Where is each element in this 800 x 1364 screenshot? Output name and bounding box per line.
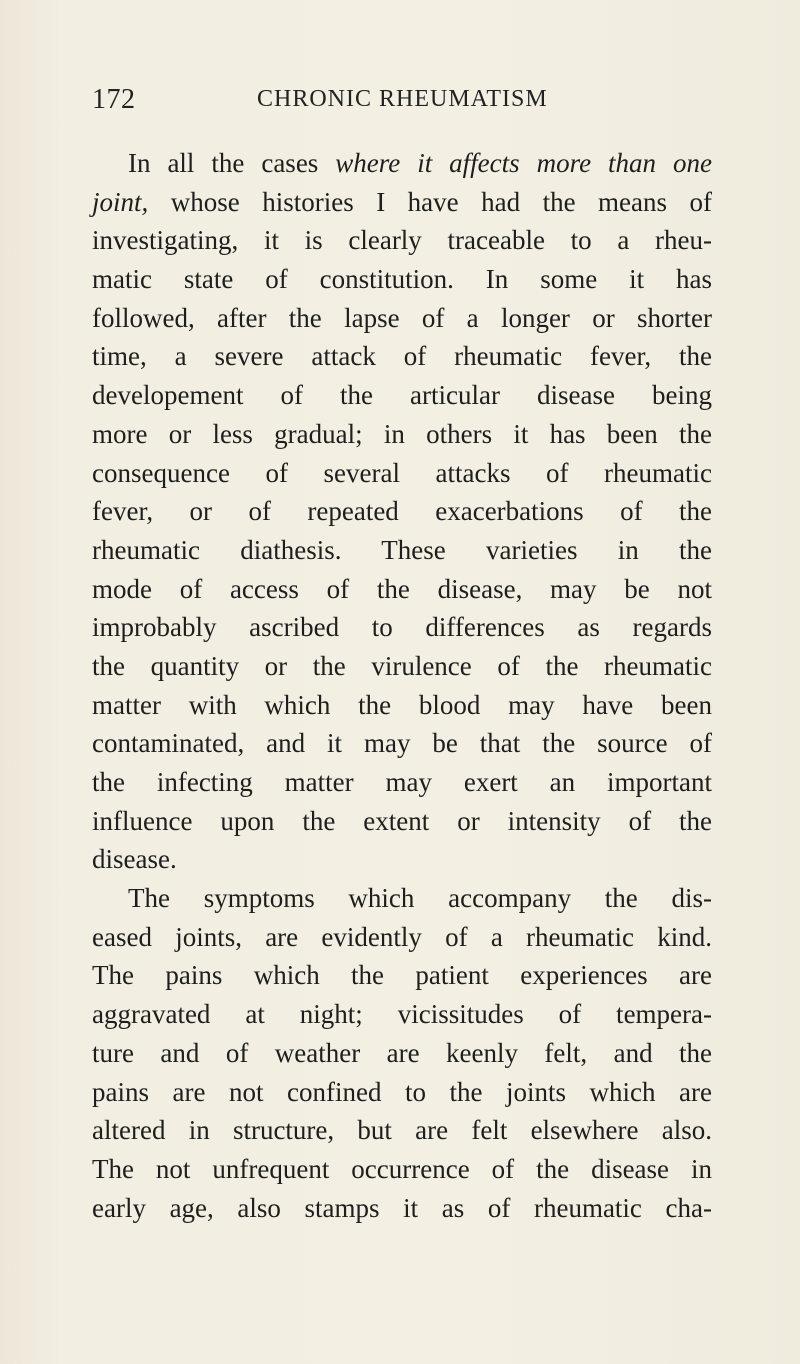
text-line: investigating, it is clearly traceable to a rheu- xyxy=(92,225,712,256)
text-line xyxy=(92,144,712,183)
text-line: the infecting matter may exert an important xyxy=(92,767,712,797)
text-line: rheumatic diathesis. These varieties in the xyxy=(92,534,712,565)
text-line: more or less gradual; in others it has been the xyxy=(92,418,712,449)
paragraph-1 xyxy=(92,144,712,879)
page-header xyxy=(92,84,732,124)
text-line: disease. xyxy=(92,844,177,875)
text-line: improbably ascribed to differences as regards xyxy=(92,612,712,643)
text-line: developement of the articular disease being xyxy=(92,380,712,411)
running-title: CHRONIC RHEUMATISM xyxy=(257,86,548,112)
text-line: contaminated, and it may be that the source of xyxy=(92,728,712,759)
text-line: aggravated at night; vicissitudes of tempera- xyxy=(92,999,712,1030)
text-line: consequence of several attacks of rheumatic xyxy=(92,457,712,488)
text-line: early age, also stamps it as of rheumatic cha- xyxy=(92,1192,712,1223)
text-line: matic state of constitution. In some it has xyxy=(92,264,712,295)
text-line: time, a severe attack of rheumatic fever, the xyxy=(92,341,712,372)
text-line: matter with which the blood may have been xyxy=(92,689,712,720)
text-line: The symptoms which accompany the dis- xyxy=(128,883,712,914)
body-text xyxy=(92,144,712,1227)
text-line: ture and of weather are keenly felt, and the xyxy=(92,1037,712,1068)
text-line: the quantity or the virulence of the rheumatic xyxy=(92,650,712,681)
text-line: pains are not confined to the joints which are xyxy=(92,1076,712,1107)
text-line xyxy=(92,183,712,222)
text-line: altered in structure, but are felt elsewhere also. xyxy=(92,1115,712,1146)
paragraph-2 xyxy=(92,879,712,1227)
text-line: fever, or of repeated exacerbations of the xyxy=(92,496,712,527)
text-line: eased joints, are evidently of a rheumatic kind. xyxy=(92,921,712,952)
text-line: The pains which the patient experiences are xyxy=(92,960,712,991)
page-number: 172 xyxy=(92,84,136,115)
italic-phrase: where it affects more than one xyxy=(335,148,712,178)
text-span: In all the cases xyxy=(128,148,336,178)
italic-word: joint, xyxy=(92,186,149,217)
text-line: The not unfrequent occurrence of the disease in xyxy=(92,1153,712,1184)
text-span: whose histories I have had the means of xyxy=(148,186,712,217)
text-line: followed, after the lapse of a longer or shorter xyxy=(92,302,712,333)
text-line: mode of access of the disease, may be not xyxy=(92,573,712,604)
text-line: influence upon the extent or intensity of the xyxy=(92,805,712,836)
